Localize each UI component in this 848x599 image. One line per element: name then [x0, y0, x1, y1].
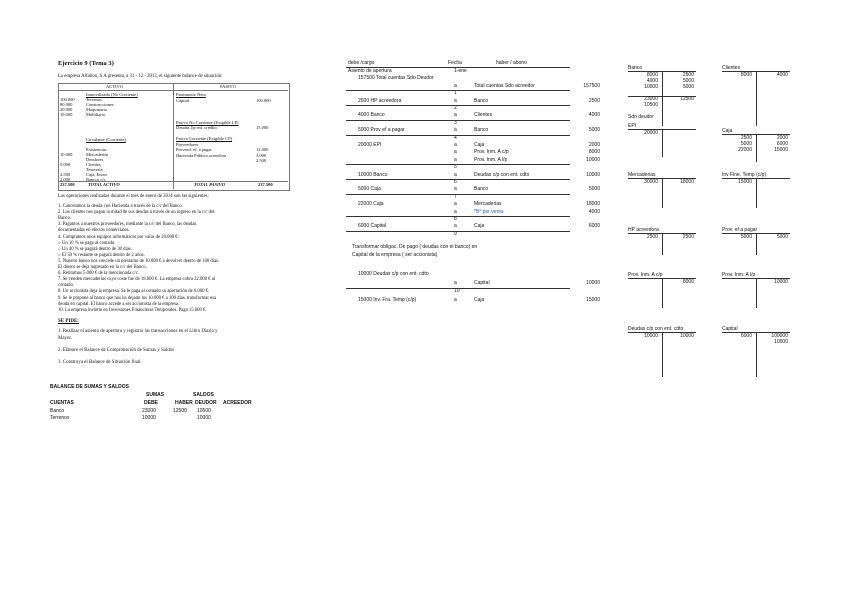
task-item: 3. Construya el Balance de Situación final. [58, 360, 142, 365]
t-account-top-line [628, 278, 696, 279]
diario-note-line1: Transformar obligac. De pago ( deudas con el banco) en [352, 244, 478, 250]
activo-label: Mercaderías [86, 152, 109, 157]
diario-separator [346, 216, 570, 217]
activo-amount: 100.000 [60, 97, 75, 102]
t-account-top-line [628, 71, 696, 72]
t-account-haber: 4000 [776, 72, 788, 78]
operation-item: 6. Retiramos 5.000 € de la mencionada c/c. [58, 271, 139, 277]
diario-haber: Clientes [474, 112, 493, 119]
pasivo-label: Patrimonio Neto [176, 92, 206, 97]
diario-amount: 157500 [583, 82, 600, 89]
bss-cell: 10500 [197, 408, 211, 414]
t-account-haber: 100000 [771, 333, 788, 339]
pasivo-amount: 100.000 [256, 97, 271, 103]
t-account-debe: 2500 [740, 135, 752, 141]
diario-fecha: a [454, 97, 457, 104]
diario-fecha: 2 [454, 105, 457, 111]
t-account-divider [756, 71, 757, 126]
activo-amount: 80.000 [60, 102, 73, 107]
pasivo-amount: 12.000 [256, 147, 269, 152]
diario-haber: Deudas c/p con ent. cdto [474, 171, 530, 178]
t-account-haber: 2500 [682, 72, 694, 78]
total-pasivo-amount: 237.500 [258, 182, 273, 187]
diario-separator [346, 135, 570, 136]
operation-item: 1. Cancelamos la deuda con Hacienda a través de la c/c del Banco. [58, 204, 183, 209]
t-account-top-line [722, 71, 790, 72]
total-pasivo-label: TOTAL PASIVO [194, 182, 226, 187]
diario-separator [346, 120, 570, 121]
diario-fecha: a [454, 186, 457, 193]
t-account-debe: 5000 [740, 234, 752, 240]
diario-debe: 4000 Banco [358, 112, 385, 119]
diario-debe: 20000 EPI [358, 142, 382, 148]
t-account-debe: 30000 [644, 179, 658, 185]
t-account-divider [662, 332, 663, 377]
col-haber: HABER [175, 400, 193, 406]
bss-cell: Terrenos [50, 415, 70, 421]
diario-debe: 6000 Capital [358, 223, 387, 230]
operation-item: Banco. [58, 216, 72, 222]
operation-item: deuda en capital. El banco accede a ser accionista de la empresa. [58, 301, 180, 307]
operation-item: ○ Un 10 % se paga al contado. [58, 240, 116, 246]
diario-debe: 5000 Prov ef a pagar [358, 127, 405, 134]
pasivo-label: Pasivo Corriente (Exigible CP) [176, 136, 233, 141]
diario-fecha: a [454, 82, 457, 89]
diario-fecha: 3 [454, 119, 457, 126]
col-debe: DEBE [144, 400, 158, 406]
diario-separator [346, 288, 570, 289]
task-item: 2. Elabore el Balance de Comprobación de Sumas y Saldos [58, 348, 174, 353]
diario-amount: 5000 [588, 127, 600, 134]
bss-cell: Banco [50, 408, 65, 414]
operation-item: 2. Los clientes nos pagan la mitad de sus deudas a través de un ingreso en la c/c del [58, 210, 215, 216]
operation-item: El dinero se deja ingresado en la c/c del Banco. [58, 265, 147, 270]
activo-label: Tesorería [86, 167, 103, 172]
t-account-divider [662, 178, 663, 208]
operation-item: 5. Nuestro banco nos concede un préstamo de 10.000 € a devolver dentro de 100 días. [58, 258, 220, 264]
bss-cell: 23000 [142, 408, 156, 414]
bss-cell: 10000 [142, 415, 156, 421]
t-account-divider [662, 278, 663, 308]
diario-debe: 10000 Banco [358, 171, 388, 178]
t-account-top-line [628, 332, 696, 333]
diario-amount: 10000 [586, 156, 600, 163]
diario-amount: 18000 [586, 201, 600, 208]
activo-amount: 20.000 [60, 107, 73, 112]
t-account-name: Capital [722, 326, 738, 332]
diario-fecha: a [454, 201, 457, 208]
t-account-divider [662, 129, 663, 157]
pasivo-label: Proveedores [176, 141, 199, 147]
diario-haber: Caja [474, 142, 485, 148]
diario-amount: 2000 [588, 142, 600, 148]
activo-amount: 2.000 [60, 177, 71, 182]
diario-fecha: a [454, 112, 457, 119]
diario-amount: 8000 [588, 149, 600, 156]
diario-fecha: a [454, 127, 457, 134]
t-account-haber: 2000 [776, 135, 788, 141]
diario-fecha: 9 [454, 230, 457, 237]
t-account-haber: 5000 [682, 78, 694, 84]
balance-sumas-title: BALANCE DE SUMAS Y SALDOS [50, 384, 129, 390]
t-account-debe: 10500 [644, 102, 658, 108]
t-account-debe: 5000 [740, 141, 752, 147]
activo-label: Inmovilizado (No Corriente) [86, 92, 138, 97]
diario-separator [346, 90, 570, 91]
diario-fecha: 1-ene [454, 68, 467, 74]
t-account-name: Caja [722, 128, 733, 134]
t-account-divider [756, 233, 757, 255]
pasivo-label: Capital [176, 97, 189, 103]
activo-label: Caja, Euros [86, 172, 107, 177]
t-account-debe: 8000 [740, 72, 752, 78]
diario-debe: Asiento de apertura [348, 68, 392, 74]
t-account-debe: 6000 [740, 333, 752, 339]
se-pide-heading: SE PIDE: [58, 319, 79, 324]
diario-fecha: a [454, 149, 457, 156]
pasivo-label: Hacienda Pública acreedora [176, 152, 227, 158]
pasivo-label: Deudas l/p ent. crédito [176, 125, 217, 130]
activo-amount: 19.000 [60, 112, 73, 117]
t-account-top-line [628, 178, 696, 179]
t-account-debe: 22000 [738, 147, 752, 153]
t-account-divider [756, 278, 757, 308]
t-account-total-line [628, 96, 696, 97]
diario-haber: Banco [474, 97, 489, 104]
diario-debe: 10000 Deudas c/p con ent. cdto [358, 271, 429, 277]
t-account-debe: 10000 [644, 84, 658, 90]
t-account-name: Clientes [722, 65, 741, 71]
diario-separator [346, 105, 570, 106]
operation-item: contado. [58, 283, 75, 289]
diario-fecha: a [454, 208, 457, 215]
total-activo-label: TOTAL ACTIVO [88, 182, 120, 187]
task-item: Mayor. [58, 336, 72, 341]
operations-intro: Las operaciones realizadas durante el mes de enero de 2014 son las siguientes: [58, 194, 209, 199]
diario-fecha: 5 [454, 164, 457, 171]
diario-fecha: a [454, 171, 457, 178]
diario-separator [346, 194, 570, 195]
exercise-sheet [58, 58, 290, 378]
diario-fecha: a [454, 279, 457, 286]
pasivo-label: Pasivo No Corriente (Exigible LP) [176, 119, 239, 125]
t-account-divider [662, 233, 663, 255]
t-account-divider [662, 71, 663, 126]
activo-label: Bancos c/c [86, 177, 106, 182]
t-account-name: EPI [628, 123, 637, 129]
pasivo-amount: 2.500 [256, 158, 267, 163]
diario-haber: *B° por venta [474, 208, 504, 215]
diario-fecha: a [454, 142, 457, 148]
activo-header: ACTIVO [106, 84, 123, 89]
t-account-haber: 8000 [682, 279, 694, 285]
t-account-top-line [722, 332, 790, 333]
total-activo-amount: 237.500 [60, 182, 75, 187]
t-account-debe: 2500 [646, 234, 658, 240]
diario-haber: Banco [474, 127, 489, 134]
t-account-top-line [722, 278, 790, 279]
col-deudor: DEUDOR [195, 400, 217, 406]
diario-debe: 5000 Caja [358, 186, 381, 193]
t-account-top-line [722, 134, 790, 135]
diario-haber: Total cuentas Sdo acreedor [474, 82, 535, 89]
diario-amount: 4000 [588, 208, 600, 215]
operation-item: 8. Un accionista deja la empresa. Se le paga al contado su aportación de 6.000 €. [58, 289, 210, 295]
col-acreedor: ACREEDOR [223, 400, 252, 406]
diario-separator [346, 231, 570, 232]
activo-label: Deudores [86, 157, 104, 162]
bss-cell: 10000 [197, 415, 211, 421]
operation-item: documentadas en efectos comerciales. [58, 228, 130, 234]
activo-amount: 5.000 [60, 162, 71, 167]
pasivo-label: Proveed. ef. a pagar [176, 147, 212, 152]
operation-item: 9. Se le propone al banco que nos ha dejado los 10.000 € a 100 días, transformar esa [58, 295, 217, 301]
diario-amount: 5000 [588, 186, 600, 193]
diario-haber: Mercaderias [474, 201, 502, 208]
saldos-label: SALDOS [193, 392, 214, 398]
diario-haber: Caja [474, 223, 485, 230]
t-account-haber: 2500 [682, 234, 694, 240]
diario-fecha: 6 [454, 179, 457, 185]
diario-fecha: a [454, 296, 457, 303]
activo-label: Terrenos [86, 97, 102, 102]
t-account-name: Prov. Inm. A c/p [628, 272, 663, 278]
exercise-intro: La empresa Alfaiton, S.A presenta, a 31 - 12 - 2013, el siguiente balance de situación: [58, 74, 223, 79]
operation-item: 4. Compramos unos equipos informáticos por valor de 20.000 €: [58, 234, 179, 240]
diario-haber: Prov. Inm. A l/p [474, 156, 508, 163]
t-account-haber: 15000 [774, 147, 788, 153]
t-account-note: Sdo deudor [628, 114, 654, 120]
operation-item: ○ El 50 % restante se pagará dentro de 2 años. [58, 252, 145, 258]
pasivo-header: PASIVO [220, 84, 236, 89]
t-account-top-line [628, 129, 696, 130]
sumas-label: SUMAS [146, 392, 165, 398]
activo-label: Mobiliario [86, 112, 106, 117]
diario-debe: 2500 HP acreedora [358, 97, 402, 104]
t-account-haber: 10000 [774, 279, 788, 285]
diario-haber: Banco [474, 186, 489, 193]
t-account-name: HP acreedora [628, 227, 659, 233]
t-account-name: Mercaderias [628, 172, 656, 178]
t-account-debe: 4000 [646, 78, 658, 84]
t-account-haber: 10000 [774, 339, 788, 345]
diario-amount: 10000 [586, 279, 600, 286]
t-account-debe: 15000 [738, 179, 752, 185]
diario-haber: Capital [474, 279, 490, 286]
diario-amount: 4000 [588, 112, 600, 119]
pasivo-amount: 15.000 [256, 125, 269, 130]
diario-haber: Prov. Inm. A c/p [474, 149, 509, 156]
diario-header-debe: debe /cargo [348, 60, 375, 66]
t-account-name: Prov. ef a pagar [722, 227, 758, 233]
t-account-debe: 23000 [644, 96, 658, 102]
t-account-haber: 10000 [680, 333, 694, 339]
t-account-haber: 5000 [776, 234, 788, 240]
pasivo-amount: 3.000 [256, 152, 267, 158]
diario-debe: 22000 Caja [358, 201, 384, 208]
libro-diario [346, 60, 606, 310]
t-account-top-line [722, 178, 790, 179]
diario-amount: 6000 [588, 223, 600, 230]
bss-cell: 12500 [173, 408, 187, 414]
t-account-name: Inv Fine. Temp (c/p) [722, 172, 767, 178]
diario-debe: 15000 Inv. Fra. Temp (c/p) [358, 296, 417, 303]
diario-fecha: a [454, 223, 457, 230]
operation-item: 10. La empresa invierte en Inversiones Financieras Temporales. Paga 15.000 €. [58, 307, 207, 313]
activo-label: Existencias [86, 147, 107, 152]
t-account-divider [756, 134, 757, 162]
diario-separator [346, 164, 570, 165]
activo-label: Clientes [86, 162, 101, 167]
diario-note-line2: Capital de la empresa ( ser accionista) [352, 252, 438, 258]
diario-fecha: 10 [454, 288, 460, 295]
t-account-name: Deudas c/p con ent. cdto [628, 326, 684, 332]
diario-debe: 157500 Total cuentas Sdo Deudor [358, 75, 434, 82]
t-account-debe: 20000 [644, 130, 658, 136]
diario-separator [346, 179, 570, 180]
diario-fecha: 7 [454, 193, 457, 200]
t-account-debe: 10000 [644, 333, 658, 339]
activo-label: Maquinaria [86, 107, 107, 112]
activo-label: Construcciones [86, 102, 114, 107]
t-account-haber: 5000 [682, 84, 694, 90]
exercise-title: Ejercicio 9 (Tema 3) [58, 60, 114, 67]
t-account-haber: 18000 [680, 179, 694, 185]
t-account-name: Banco [628, 65, 643, 71]
t-account-divider [756, 332, 757, 377]
diario-fecha: 8 [454, 216, 457, 222]
diario-amount: 2500 [588, 97, 600, 104]
diario-haber: Caja [474, 296, 485, 303]
t-account-haber: 6000 [776, 141, 788, 147]
t-account-debe: 8000 [646, 72, 658, 78]
activo-label: Circulante (Corriente) [86, 137, 126, 142]
operation-item: ○ Un 40 % se pagará dentro de 30 días. [58, 246, 132, 252]
col-cuentas: CUENTAS [50, 400, 74, 406]
diario-fecha: a [454, 156, 457, 163]
operation-item: 7. Se venden mercaderías cuyo coste fue de 18.000 €. La empresa cobra 22.000 € al [58, 277, 216, 283]
t-account-divider [756, 178, 757, 208]
t-account-name: Prov. Inm. A l/p [722, 272, 756, 278]
diario-fecha: 4 [454, 134, 457, 141]
diario-amount: 10000 [586, 171, 600, 178]
activo-amount: 2.500 [60, 172, 71, 177]
t-account-haber: 12500 [680, 96, 694, 102]
diario-amount: 15000 [586, 296, 600, 303]
balance-sumas-saldos [50, 384, 270, 434]
diario-header-haber: haber / abono [496, 60, 527, 66]
diario-fecha: 1 [454, 90, 457, 97]
task-item: 1. Realizar el asiento de apertura y registrar las transacciones en el Libro Diario y [58, 329, 218, 334]
activo-amount: 10.000 [60, 152, 73, 157]
t-account-top-line [722, 233, 790, 234]
operation-item: 3. Pagamos a nuestros proveedores, mediante la c/c del Banco, las deudas [58, 222, 197, 228]
diario-header-fecha: Fecha [448, 60, 462, 66]
t-account-top-line [628, 233, 696, 234]
